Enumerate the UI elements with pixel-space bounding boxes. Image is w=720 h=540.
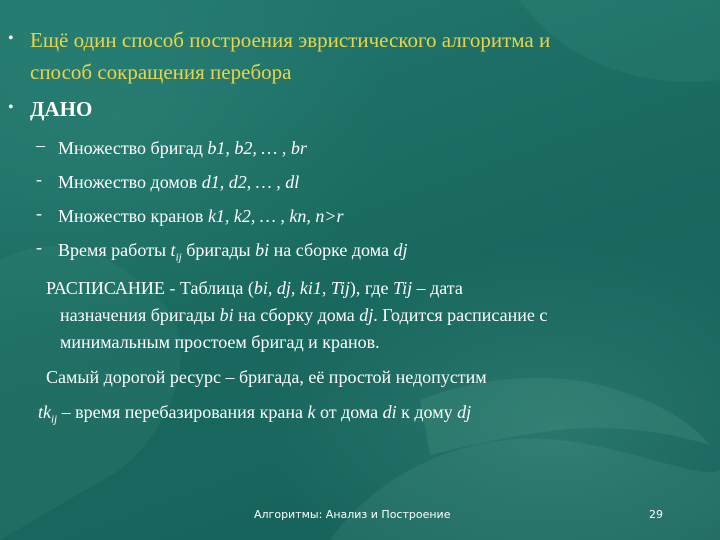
given-houses-text: Множество домов	[58, 172, 202, 192]
bullet-dot-2: •	[8, 99, 14, 116]
given-worktime	[58, 237, 408, 271]
worktime-sub: ij	[175, 251, 182, 264]
dash-4: -	[36, 237, 42, 257]
dash-1: –	[36, 135, 45, 155]
schedule2-bi: bi	[219, 305, 234, 325]
schedule-vars: bi, dj, ki1, Tij	[253, 278, 350, 298]
relocation-k: k	[307, 402, 316, 422]
given-cranes	[58, 203, 344, 229]
bullet-dot-1: •	[8, 30, 14, 47]
given-brigades	[58, 135, 307, 161]
schedule-text-b: ), где	[349, 278, 394, 298]
given-houses-vars: d1, d2, … , dl	[201, 172, 300, 192]
footer-title: Алгоритмы: Анализ и Построение	[254, 508, 451, 521]
given-brigades-text: Множество бригад	[58, 138, 208, 158]
worktime-text-a: Время работы	[58, 240, 171, 260]
worktime-text-b: бригады	[181, 240, 256, 260]
schedule-text-a: РАСПИСАНИЕ - Таблица (	[46, 278, 254, 298]
relocation-di: di	[382, 402, 397, 422]
relocation-line	[38, 399, 471, 433]
relocation-sub: ij	[51, 413, 58, 426]
schedule-line-3: минимальным простоем бригад и кранов.	[60, 332, 380, 352]
given-brigades-vars: b1, b2, … , br	[207, 138, 307, 158]
given-cranes-text: Множество кранов	[58, 206, 208, 226]
page-number: 29	[649, 508, 663, 521]
dash-3: -	[36, 203, 42, 223]
schedule-line-1	[46, 275, 463, 301]
relocation-text-a: – время перебазирования крана	[57, 402, 308, 422]
given-houses	[58, 169, 299, 195]
worktime-t: t	[170, 240, 176, 260]
heading-line-1: Ещё один способ построения эвристического алгоритма и	[30, 28, 551, 52]
worktime-bi: bi	[255, 240, 270, 260]
relocation-tk: tk	[38, 402, 51, 422]
given-heading: ДАНО	[30, 97, 93, 121]
schedule-tij: Tij	[393, 278, 413, 298]
worktime-text-c: на сборке дома	[269, 240, 394, 260]
schedule-text-c: – дата	[412, 278, 463, 298]
relocation-text-b: от дома	[315, 402, 383, 422]
schedule2-text-a: назначения бригады	[60, 305, 220, 325]
schedule2-text-c: . Годится расписание с	[373, 305, 548, 325]
decor-wave-1	[330, 438, 720, 540]
costly-resource-line: Самый дорогой ресурс – бригада, её простой недопустим	[46, 367, 487, 387]
schedule-line-2	[60, 302, 547, 328]
relocation-text-c: к дому	[396, 402, 458, 422]
worktime-dj: dj	[393, 240, 408, 260]
heading-line-2: способ сокращения перебора	[30, 60, 292, 84]
relocation-dj: dj	[457, 402, 472, 422]
schedule2-text-b: на сборку дома	[233, 305, 360, 325]
dash-2: -	[36, 169, 42, 189]
given-cranes-vars: k1, k2, … , kn, n>r	[207, 206, 344, 226]
schedule2-dj: dj	[359, 305, 374, 325]
